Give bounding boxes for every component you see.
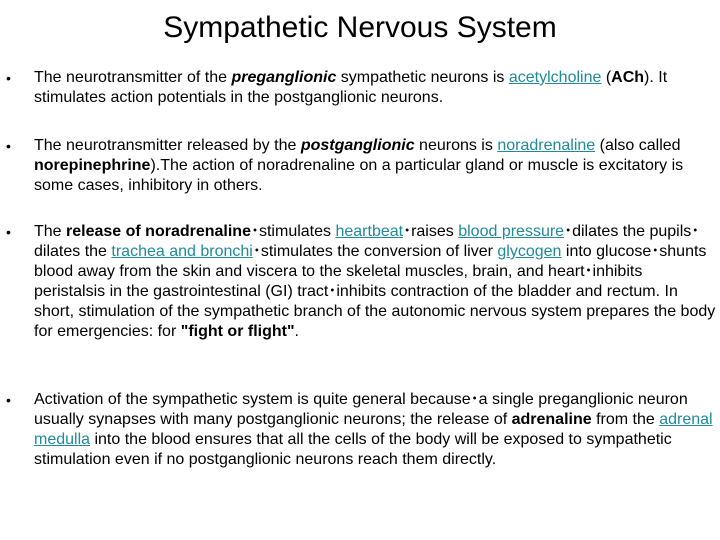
slide-title: Sympathetic Nervous System <box>163 11 557 44</box>
bullet-marker: • <box>6 392 11 408</box>
text: ･stimulates <box>250 223 336 240</box>
link-blood-pressure[interactable]: blood pressure <box>458 223 565 240</box>
link-adrenal-medulla[interactable]: adrenal medulla <box>34 411 713 448</box>
bold-adrenaline: adrenaline <box>511 411 592 428</box>
text: into the blood ensures that all the cells of the body will be exposed to sympathetic stimulation even if no postganglionic neurons reach them directly. <box>34 431 672 468</box>
bold-norepinephrine: norepinephrine <box>34 157 151 174</box>
text: neurons is <box>414 137 498 154</box>
emphasis-preganglionic: preganglionic <box>231 69 337 86</box>
bold-ach: ACh <box>611 69 645 86</box>
bold-fight-or-flight: "fight or flight" <box>180 323 295 340</box>
text: . <box>294 323 299 340</box>
text: ･raises <box>403 223 459 240</box>
text: from the <box>591 411 660 428</box>
link-acetylcholine[interactable]: acetylcholine <box>508 69 602 86</box>
bold-release-of-noradrenaline: release of noradrenaline <box>66 223 251 240</box>
bullet-text-2 <box>34 136 716 196</box>
text: ). It stimulates action potentials in the postganglionic neurons. <box>34 69 668 106</box>
text: Activation of the sympathetic system is quite general because･a single preganglionic neuron usually synapses with many postganglionic neurons; the release of <box>34 391 688 428</box>
bullet-text-4 <box>34 390 716 470</box>
bullet-marker: • <box>6 224 11 240</box>
text: The neurotransmitter released by the <box>34 137 301 154</box>
text: into glucose･shunts blood away from the skin and viscera to the skeletal muscles, brain, and heart･inhibits peristalsis in the gastrointestinal (GI) tract･inhibits contraction of the bladder and rectum. In short, stimulation of the sympathetic branch of the autonomic nervous system prepares the body for emergencies: for <box>34 243 716 340</box>
text: ･dilates the pupils･dilates the <box>34 223 700 260</box>
bullet-marker: • <box>6 70 11 86</box>
text: The neurotransmitter of the <box>34 69 232 86</box>
text: ).The action of noradrenaline on a particular gland or muscle is excitatory is some cases, inhibitory in others. <box>34 157 684 194</box>
link-heartbeat[interactable]: heartbeat <box>335 223 404 240</box>
text: sympathetic neurons is <box>336 69 509 86</box>
text: ( <box>601 69 612 86</box>
bullet-marker: • <box>6 138 11 154</box>
link-glycogen[interactable]: glycogen <box>497 243 562 260</box>
text: The <box>34 223 67 240</box>
text: ･stimulates the conversion of liver <box>252 243 498 260</box>
link-noradrenaline[interactable]: noradrenaline <box>497 137 596 154</box>
link-trachea-and-bronchi[interactable]: trachea and bronchi <box>111 243 253 260</box>
bullet-text-3 <box>34 222 716 342</box>
text: (also called <box>595 137 681 154</box>
bullet-text-1 <box>34 68 716 108</box>
emphasis-postganglionic: postganglionic <box>300 137 415 154</box>
